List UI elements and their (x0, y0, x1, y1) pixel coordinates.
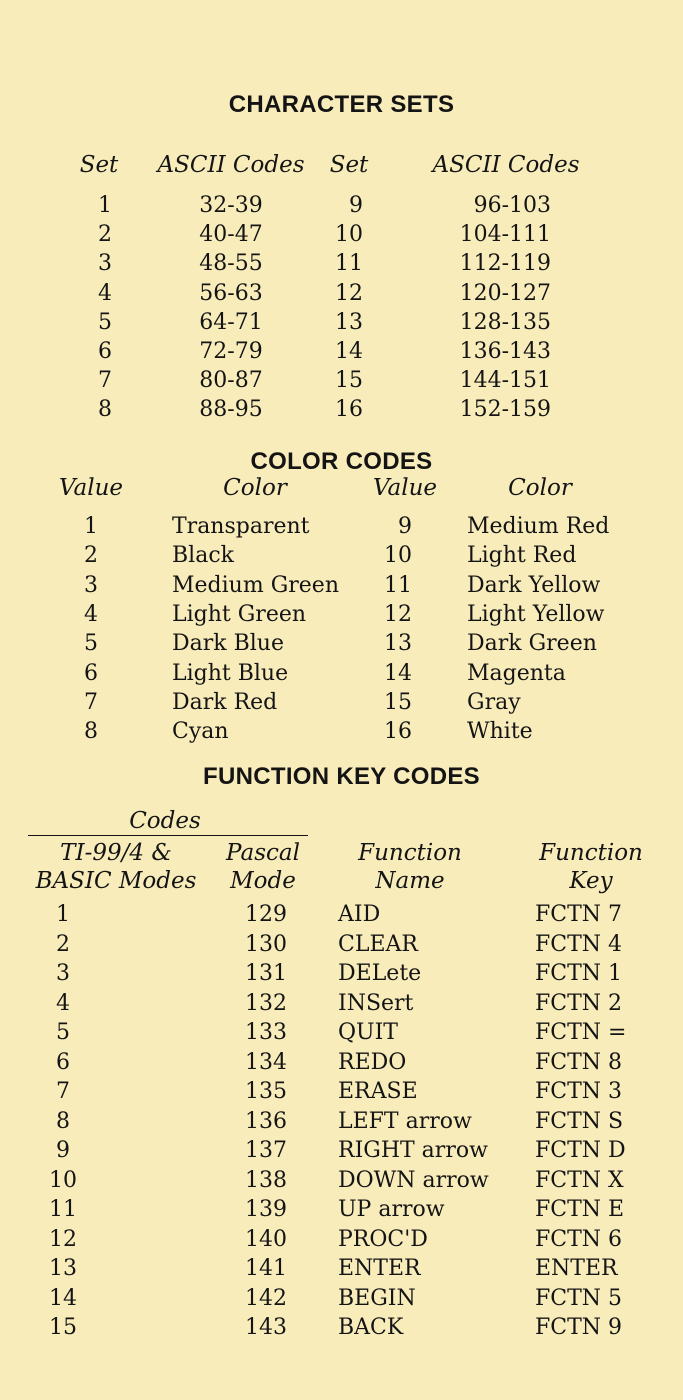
color-cell: 13 (384, 631, 412, 657)
charset-cell: 88-95 (199, 397, 263, 423)
fkc-header-fkey-line2: Key (569, 868, 613, 894)
fkc-cell: DOWN arrow (338, 1167, 489, 1193)
charset-cell: 2 (98, 222, 112, 248)
fkc-cell: ENTER (338, 1256, 421, 1281)
fkc-header-ti99-line1: TI-99/4 & (60, 840, 172, 866)
color-cell: Gray (467, 689, 521, 715)
fkc-header-pascal-line1: Pascal (226, 840, 300, 866)
charset-cell: 4 (98, 280, 112, 306)
color-cell: Magenta (467, 660, 566, 686)
color-cell: Light Blue (172, 660, 289, 686)
charset-cell: 64-71 (199, 309, 263, 335)
fkc-cell: FCTN 6 (535, 1226, 623, 1252)
color-cell: Dark Blue (172, 631, 284, 657)
color-cell: 2 (84, 543, 98, 569)
fkc-cell: 138 (245, 1167, 287, 1193)
charset-cell: 120-127 (459, 280, 551, 306)
character-sets-title: CHARACTER SETS (228, 91, 455, 118)
fkc-cell: 2 (56, 931, 70, 957)
fkc-header-pascal-line2: Mode (230, 868, 296, 894)
charset-cell: 112-119 (459, 251, 551, 277)
fkc-cell: 136 (245, 1108, 287, 1134)
fkc-cell: FCTN 2 (535, 990, 623, 1016)
color-cell: Medium Red (467, 514, 610, 539)
charset-cell: 7 (98, 368, 112, 394)
charset-cell: 9 (349, 193, 363, 218)
color-cell: 11 (384, 572, 412, 598)
fkc-cell: FCTN 1 (535, 961, 623, 986)
color-cell: 3 (84, 572, 98, 598)
fkc-cell: 7 (56, 1079, 70, 1104)
fkc-cell: BEGIN (338, 1285, 416, 1311)
charset-cell: 104-111 (459, 222, 551, 248)
fkc-cell: 4 (56, 990, 70, 1016)
charset-cell: 6 (98, 339, 112, 364)
fkc-cell: FCTN 5 (535, 1285, 623, 1311)
fkc-cell: 129 (245, 902, 287, 927)
color-cell: 7 (84, 689, 98, 715)
fkc-cell: RIGHT arrow (338, 1138, 488, 1163)
fkc-header-codes: Codes (129, 808, 201, 834)
color-cell: 1 (84, 514, 98, 539)
fkc-cell: 132 (245, 990, 287, 1016)
fkc-cell: 9 (56, 1138, 70, 1163)
fkc-cell: 6 (56, 1049, 70, 1075)
color-cell: 16 (384, 719, 412, 745)
color-cell: Transparent (172, 514, 310, 539)
charset-cell: 128-135 (459, 309, 551, 335)
color-cell: 5 (84, 631, 98, 657)
fkc-cell: 141 (245, 1256, 287, 1281)
fkc-cell: 12 (49, 1226, 77, 1252)
charset-header-set-1: Set (79, 152, 119, 178)
charset-cell: 96-103 (473, 193, 551, 218)
charset-cell: 80-87 (199, 368, 263, 394)
fkc-cell: 131 (245, 961, 287, 986)
fkc-cell: FCTN 4 (535, 931, 623, 957)
fkc-cell: LEFT arrow (338, 1108, 472, 1134)
color-header-color-2: Color (508, 475, 572, 501)
fkc-header-fname-line1: Function (358, 840, 462, 866)
fkc-header-ti99-line2: BASIC Modes (35, 868, 197, 894)
fkc-cell: FCTN D (535, 1138, 626, 1163)
charset-cell: 3 (98, 251, 112, 277)
fkc-cell: QUIT (338, 1020, 398, 1045)
fkc-cell: FCTN = (535, 1020, 627, 1045)
fkc-cell: CLEAR (338, 931, 418, 957)
charset-cell: 15 (335, 368, 363, 394)
fkc-cell: 139 (245, 1197, 287, 1222)
color-cell: Dark Yellow (467, 572, 601, 598)
fkc-cell: 15 (49, 1315, 77, 1340)
fkc-cell: AID (338, 902, 381, 927)
charset-header-set-2: Set (329, 152, 369, 178)
charset-cell: 1 (98, 193, 112, 218)
fkc-cell: FCTN 3 (535, 1079, 623, 1104)
charset-cell: 136-143 (459, 339, 551, 364)
color-cell: 14 (384, 660, 412, 686)
charset-cell: 5 (98, 309, 112, 335)
charset-cell: 8 (98, 397, 112, 423)
fkc-cell: 143 (245, 1315, 287, 1340)
color-cell: Cyan (172, 719, 229, 745)
fkc-cell: 5 (56, 1020, 70, 1045)
fkc-cell: 133 (245, 1020, 287, 1045)
fkc-cell: 3 (56, 961, 70, 986)
charset-cell: 16 (335, 397, 363, 423)
color-cell: Dark Red (172, 689, 278, 715)
fkc-header-fkey-line1: Function (539, 840, 643, 866)
fkc-cell: 10 (49, 1167, 77, 1193)
fkc-cell: 8 (56, 1108, 70, 1134)
charset-cell: 32-39 (199, 193, 263, 218)
charset-cell: 12 (335, 280, 363, 306)
color-cell: 9 (398, 514, 412, 539)
color-cell: 10 (384, 543, 412, 569)
codes-underline (28, 835, 308, 836)
fkc-cell: REDO (338, 1049, 407, 1075)
charset-cell: 144-151 (459, 368, 551, 394)
fkc-cell: FCTN 8 (535, 1049, 623, 1075)
fkc-cell: FCTN 9 (535, 1315, 623, 1340)
color-cell: White (467, 719, 533, 745)
color-cell: 15 (384, 689, 412, 715)
fkc-header-fname-line2: Name (375, 868, 445, 894)
charset-cell: 48-55 (199, 251, 263, 277)
charset-cell: 13 (335, 309, 363, 335)
fkc-cell: 130 (245, 931, 287, 957)
fkc-cell: PROC'D (338, 1226, 428, 1252)
fkc-cell: 11 (49, 1197, 77, 1222)
fkc-cell: 142 (245, 1285, 287, 1311)
charset-header-ascii-1: ASCII Codes (157, 152, 305, 178)
charset-cell: 40-47 (199, 222, 263, 248)
fkc-cell: DELete (338, 961, 422, 986)
fkc-cell: ERASE (338, 1079, 418, 1104)
fkc-cell: 137 (245, 1138, 287, 1163)
charset-cell: 11 (335, 251, 363, 277)
fkc-cell: FCTN S (535, 1108, 624, 1134)
fkc-cell: UP arrow (338, 1197, 445, 1222)
color-cell: Black (172, 543, 234, 569)
color-cell: Dark Green (467, 631, 597, 657)
color-cell: Medium Green (172, 572, 339, 598)
fkc-cell: 134 (245, 1049, 287, 1075)
charset-cell: 72-79 (199, 339, 263, 364)
color-cell: 4 (84, 601, 98, 627)
color-cell: 12 (384, 601, 412, 627)
fkc-cell: 140 (245, 1226, 287, 1252)
charset-cell: 10 (335, 222, 363, 248)
fkc-cell: 135 (245, 1079, 287, 1104)
fkc-cell: ENTER (535, 1256, 618, 1281)
charset-header-ascii-2: ASCII Codes (432, 152, 580, 178)
color-cell: 8 (84, 719, 98, 745)
color-cell: Light Red (467, 543, 577, 569)
fkc-cell: 1 (56, 902, 70, 927)
fkc-cell: FCTN 7 (535, 902, 623, 927)
fkc-cell: FCTN E (535, 1197, 625, 1222)
fkc-cell: FCTN X (535, 1167, 624, 1193)
color-cell: 6 (84, 660, 98, 686)
color-cell: Light Yellow (467, 601, 605, 627)
function-key-codes-title: FUNCTION KEY CODES (203, 763, 480, 790)
color-header-value-2: Value (373, 475, 437, 501)
color-codes-title: COLOR CODES (250, 448, 433, 475)
fkc-cell: INSert (338, 990, 414, 1016)
color-header-color-1: Color (223, 475, 287, 501)
charset-cell: 56-63 (199, 280, 263, 306)
fkc-cell: 14 (49, 1285, 77, 1311)
charset-cell: 152-159 (459, 397, 551, 423)
fkc-cell: 13 (49, 1256, 77, 1281)
color-cell: Light Green (172, 601, 307, 627)
charset-cell: 14 (335, 339, 363, 364)
fkc-cell: BACK (338, 1315, 404, 1340)
color-header-value-1: Value (59, 475, 123, 501)
